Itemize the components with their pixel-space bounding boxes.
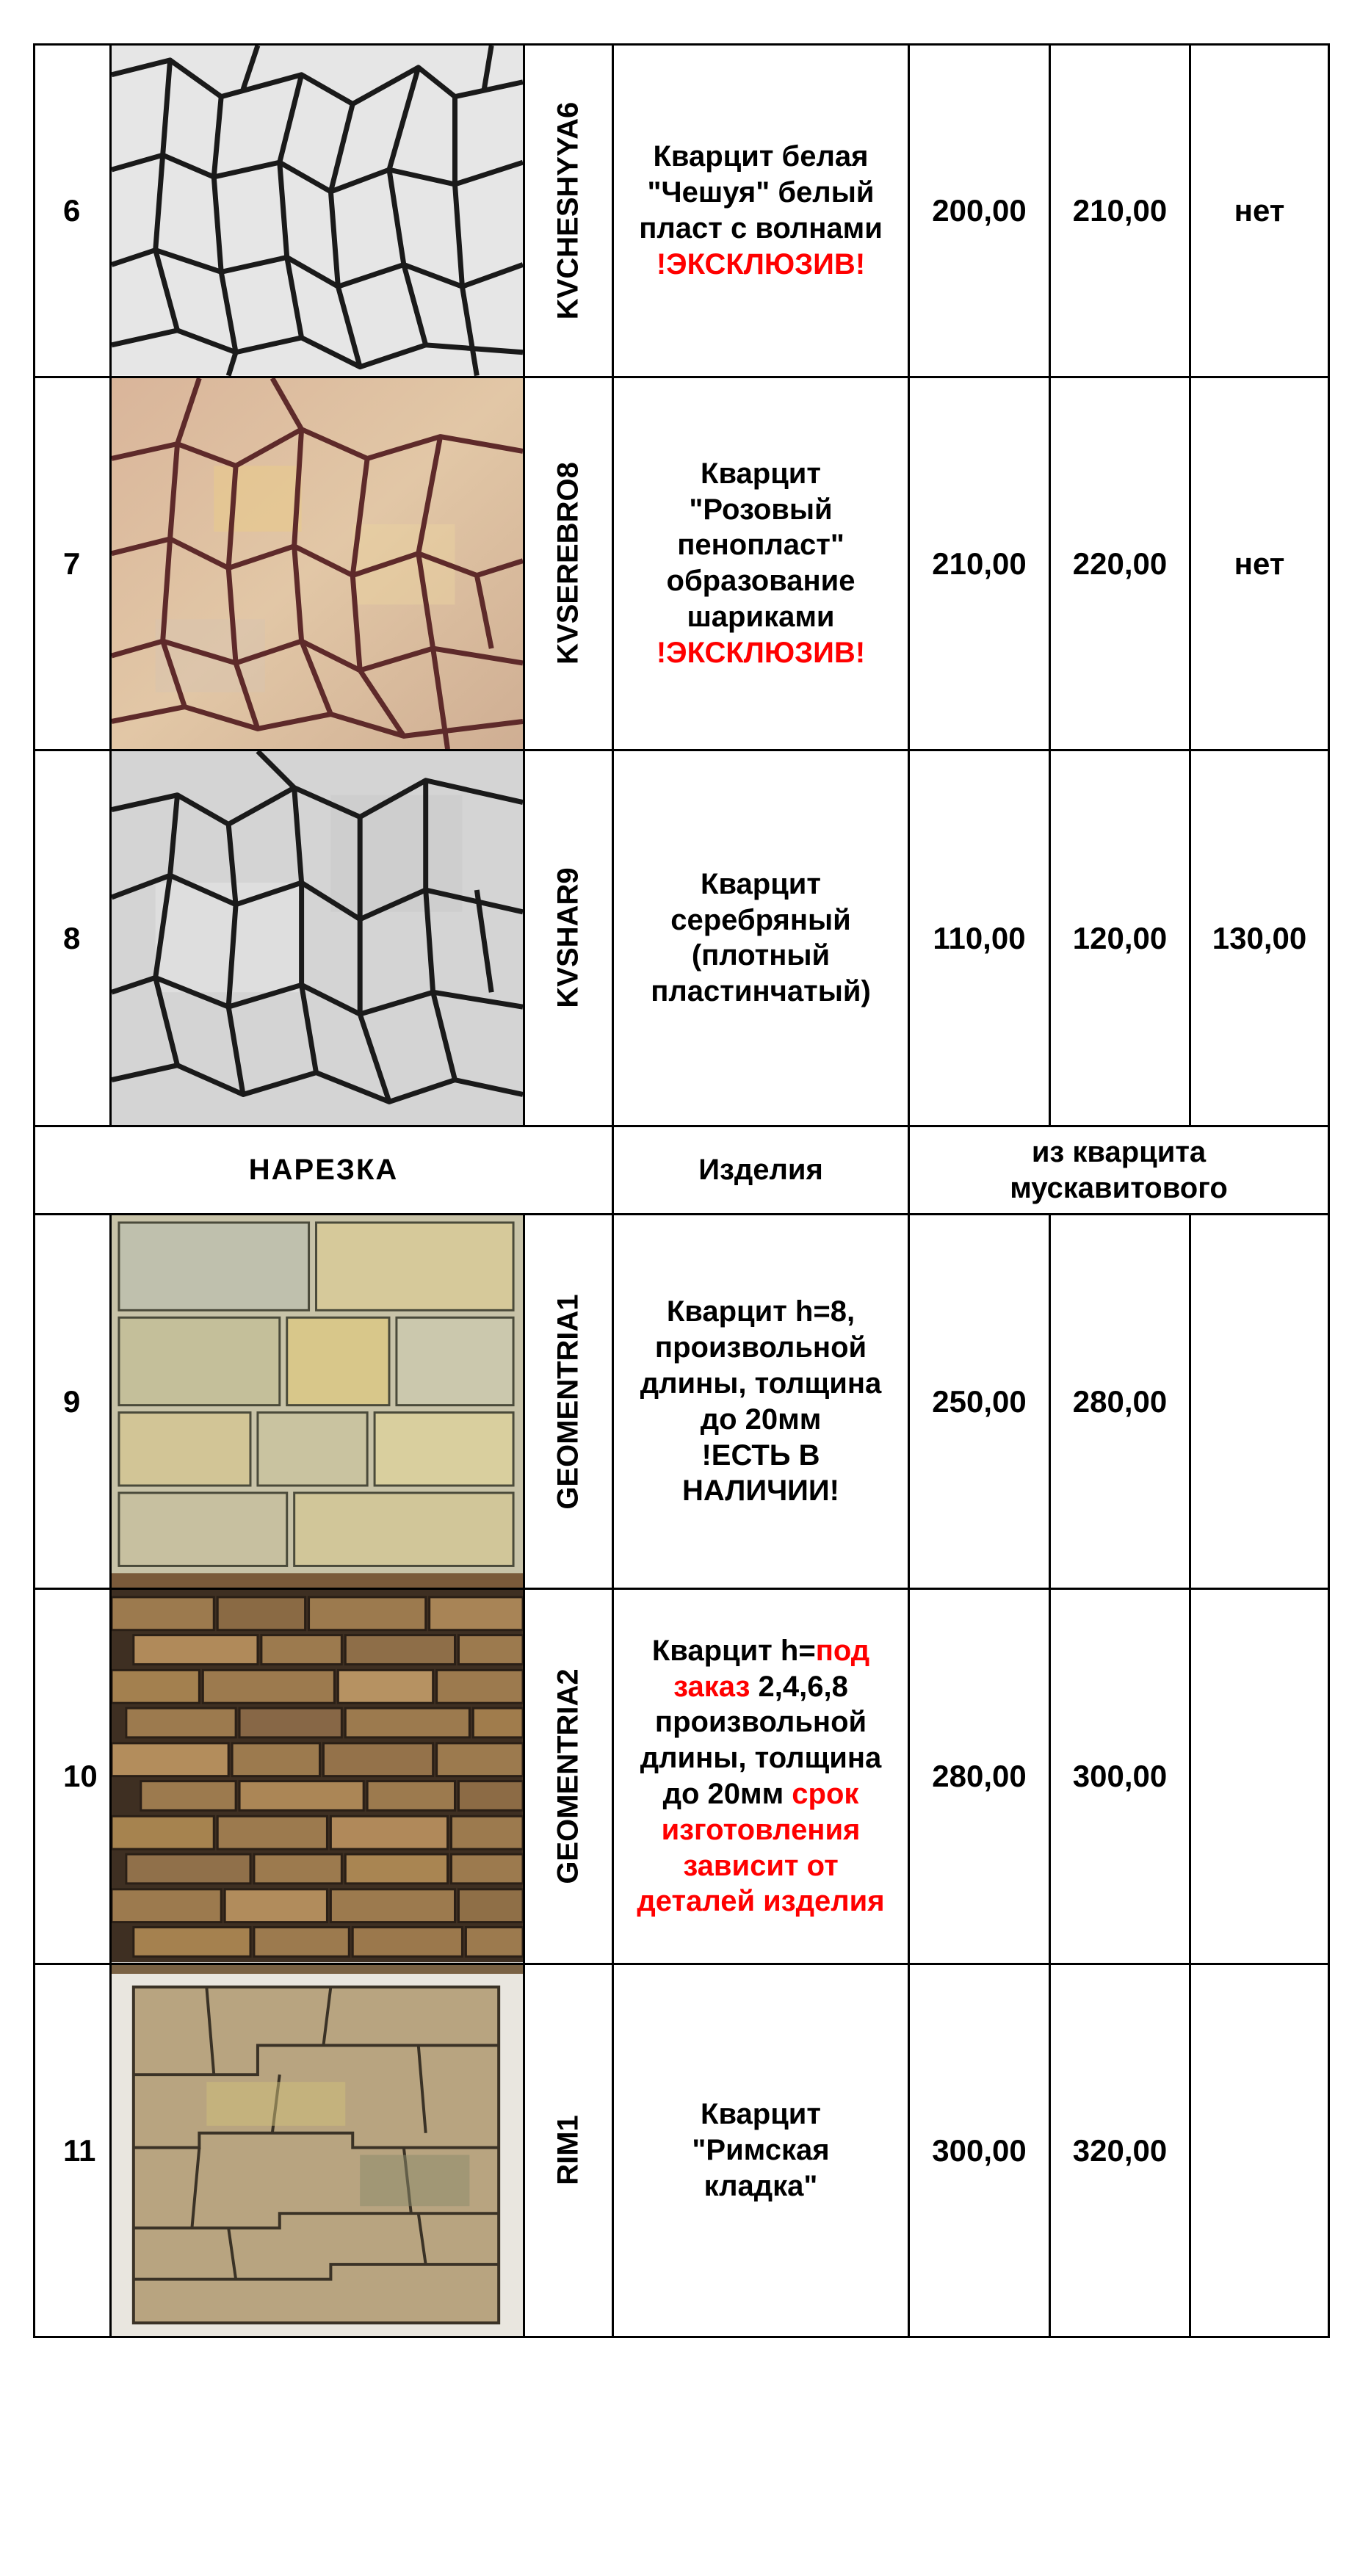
product-code-cell [524, 750, 613, 1126]
product-code: GEOMENTRIA1 [551, 1294, 585, 1510]
row-number: 8 [35, 750, 111, 1126]
white-flagstone-image [112, 46, 523, 376]
description-line: Кварцит [701, 867, 821, 900]
product-description [613, 45, 909, 377]
section-header-row [35, 1126, 1329, 1215]
price-2: 210,00 [1050, 45, 1190, 377]
roman-masonry-image [112, 1965, 523, 2336]
description-line: пластинчатый) [651, 975, 871, 1008]
description-line: "Розовый [689, 493, 833, 526]
description-line: Кварцит белая [653, 140, 869, 173]
product-description [613, 1964, 909, 2337]
section-products-label: Изделия [613, 1126, 909, 1215]
price-1: 200,00 [909, 45, 1050, 377]
product-code-cell [524, 45, 613, 377]
product-description [613, 750, 909, 1126]
product-code: GEOMENTRIA2 [551, 1668, 585, 1884]
product-photo [111, 1215, 524, 1589]
price-3 [1190, 1589, 1329, 1964]
description-line: произвольной [654, 1331, 867, 1364]
description-line: до 20мм [700, 1403, 822, 1436]
description-line: пласт с волнами [639, 211, 883, 245]
description-line: (плотный [691, 939, 831, 972]
table-row [35, 377, 1329, 750]
price-1: 210,00 [909, 377, 1050, 750]
product-description [613, 1589, 909, 1964]
price-3 [1190, 1964, 1329, 2337]
description-line: кладка" [703, 2169, 818, 2202]
description-line: Кварцит h=8, [666, 1295, 856, 1328]
price-1: 280,00 [909, 1589, 1050, 1964]
price-3: 130,00 [1190, 750, 1329, 1126]
product-photo [111, 1589, 524, 1964]
price-3: нет [1190, 45, 1329, 377]
description-line: Кварцит h=под [651, 1634, 870, 1667]
table-row [35, 1589, 1329, 1964]
row-number: 10 [35, 1589, 111, 1964]
product-code-cell [524, 1589, 613, 1964]
description-line: зависит от [683, 1849, 839, 1882]
exclusive-label: !ЭКСКЛЮЗИВ! [656, 636, 866, 669]
material-line: из кварцита [1031, 1135, 1207, 1168]
description-line: "Чешуя" белый [647, 176, 875, 209]
description-line: шариками [687, 601, 835, 634]
exclusive-label: !ЭКСКЛЮЗИВ! [656, 247, 866, 281]
price-1: 250,00 [909, 1215, 1050, 1589]
product-photo [111, 1964, 524, 2337]
description-line: произвольной [654, 1706, 867, 1739]
cut-stone-tiles-image [112, 1215, 523, 1588]
description-line: длины, толщина [640, 1367, 882, 1400]
description-line: длины, толщина [640, 1742, 882, 1775]
product-photo [111, 377, 524, 750]
row-number: 6 [35, 45, 111, 377]
product-photo [111, 750, 524, 1126]
product-photo [111, 45, 524, 377]
product-code: KVSEREBRO8 [551, 462, 585, 665]
brick-stone-wall-image [112, 1590, 523, 1962]
price-3: нет [1190, 377, 1329, 750]
price-table [33, 43, 1330, 2338]
product-code: RIM1 [551, 2115, 585, 2186]
product-code-cell [524, 377, 613, 750]
price-1: 300,00 [909, 1964, 1050, 2337]
row-number: 9 [35, 1215, 111, 1589]
description-line: до 20мм срок [662, 1778, 859, 1811]
description-line: заказ 2,4,6,8 [673, 1670, 848, 1703]
price-2: 300,00 [1050, 1589, 1190, 1964]
description-line: Кварцит [701, 2098, 821, 2131]
material-line: мускавитового [1010, 1171, 1228, 1204]
price-2: 320,00 [1050, 1964, 1190, 2337]
price-2: 220,00 [1050, 377, 1190, 750]
description-line: Кварцит [701, 457, 821, 490]
product-description [613, 1215, 909, 1589]
product-code-cell [524, 1215, 613, 1589]
description-line: "Римская [692, 2133, 830, 2166]
description-line: серебряный [670, 903, 851, 936]
description-line: деталей изделия [637, 1885, 885, 1918]
table-row [35, 1964, 1329, 2337]
product-description [613, 377, 909, 750]
row-number: 11 [35, 1964, 111, 2337]
price-1: 110,00 [909, 750, 1050, 1126]
table-row [35, 45, 1329, 377]
price-2: 120,00 [1050, 750, 1190, 1126]
price-2: 280,00 [1050, 1215, 1190, 1589]
description-line: изготовления [661, 1813, 861, 1846]
silver-flagstone-image [112, 751, 523, 1125]
table-row [35, 750, 1329, 1126]
description-line: образование [666, 565, 856, 598]
row-number: 7 [35, 377, 111, 750]
product-code-cell [524, 1964, 613, 2337]
product-code: KVSHAR9 [551, 867, 585, 1009]
description-line: !ЕСТЬ В [701, 1439, 820, 1472]
product-code: KVCHESHYYA6 [551, 101, 585, 319]
pink-flagstone-image [112, 378, 523, 749]
section-material-label [909, 1126, 1329, 1215]
description-line: пенопласт" [677, 529, 844, 562]
table-row [35, 1215, 1329, 1589]
description-line: НАЛИЧИИ! [681, 1475, 839, 1508]
section-title: НАРЕЗКА [35, 1126, 613, 1215]
price-3 [1190, 1215, 1329, 1589]
